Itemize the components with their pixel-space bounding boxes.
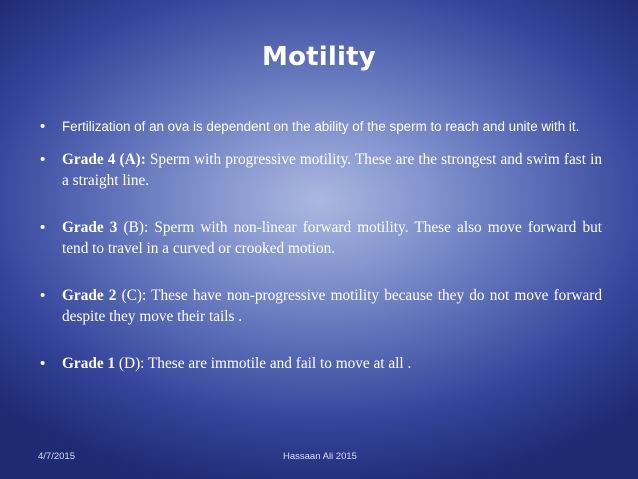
bullet-text: (D): These are immotile and fail to move at all . <box>115 355 412 372</box>
bullet-marker: • <box>40 151 46 168</box>
bullet-marker: • <box>40 287 46 304</box>
bullet-text: (B): Sperm with non-linear forward motility. These also move forward but tend to travel in a curved or crooked motion. <box>62 219 603 257</box>
bullet-item <box>40 116 602 137</box>
footer-date: 4/7/2015 <box>38 451 75 462</box>
bullet-text: Fertilization of an ova is dependent on the ability of the sperm to reach and unite with it. <box>62 119 580 134</box>
slide-title: Motility <box>262 42 376 72</box>
bullet-grade-label: Grade 1 <box>62 355 116 372</box>
footer-author: Hassaan Ali 2015 <box>283 451 357 462</box>
bullet-item <box>40 285 602 327</box>
bullet-grade-label: Grade 3 <box>62 219 118 236</box>
bullet-marker: • <box>40 219 46 236</box>
bullet-list <box>40 116 602 374</box>
bullet-marker: • <box>40 118 46 135</box>
bullet-text: (C): These have non-progressive motility because they do not move forward despite they move their tails . <box>62 287 602 325</box>
bullet-grade-label: Grade 4 (A): <box>62 151 146 168</box>
bullet-item <box>40 353 602 374</box>
bullet-grade-label: Grade 2 <box>62 287 117 304</box>
bullet-item <box>40 217 602 259</box>
bullet-item <box>40 149 602 191</box>
bullet-marker: • <box>40 355 46 372</box>
bullet-text: Sperm with progressive motility. These are the strongest and swim fast in a straight line. <box>62 151 602 189</box>
